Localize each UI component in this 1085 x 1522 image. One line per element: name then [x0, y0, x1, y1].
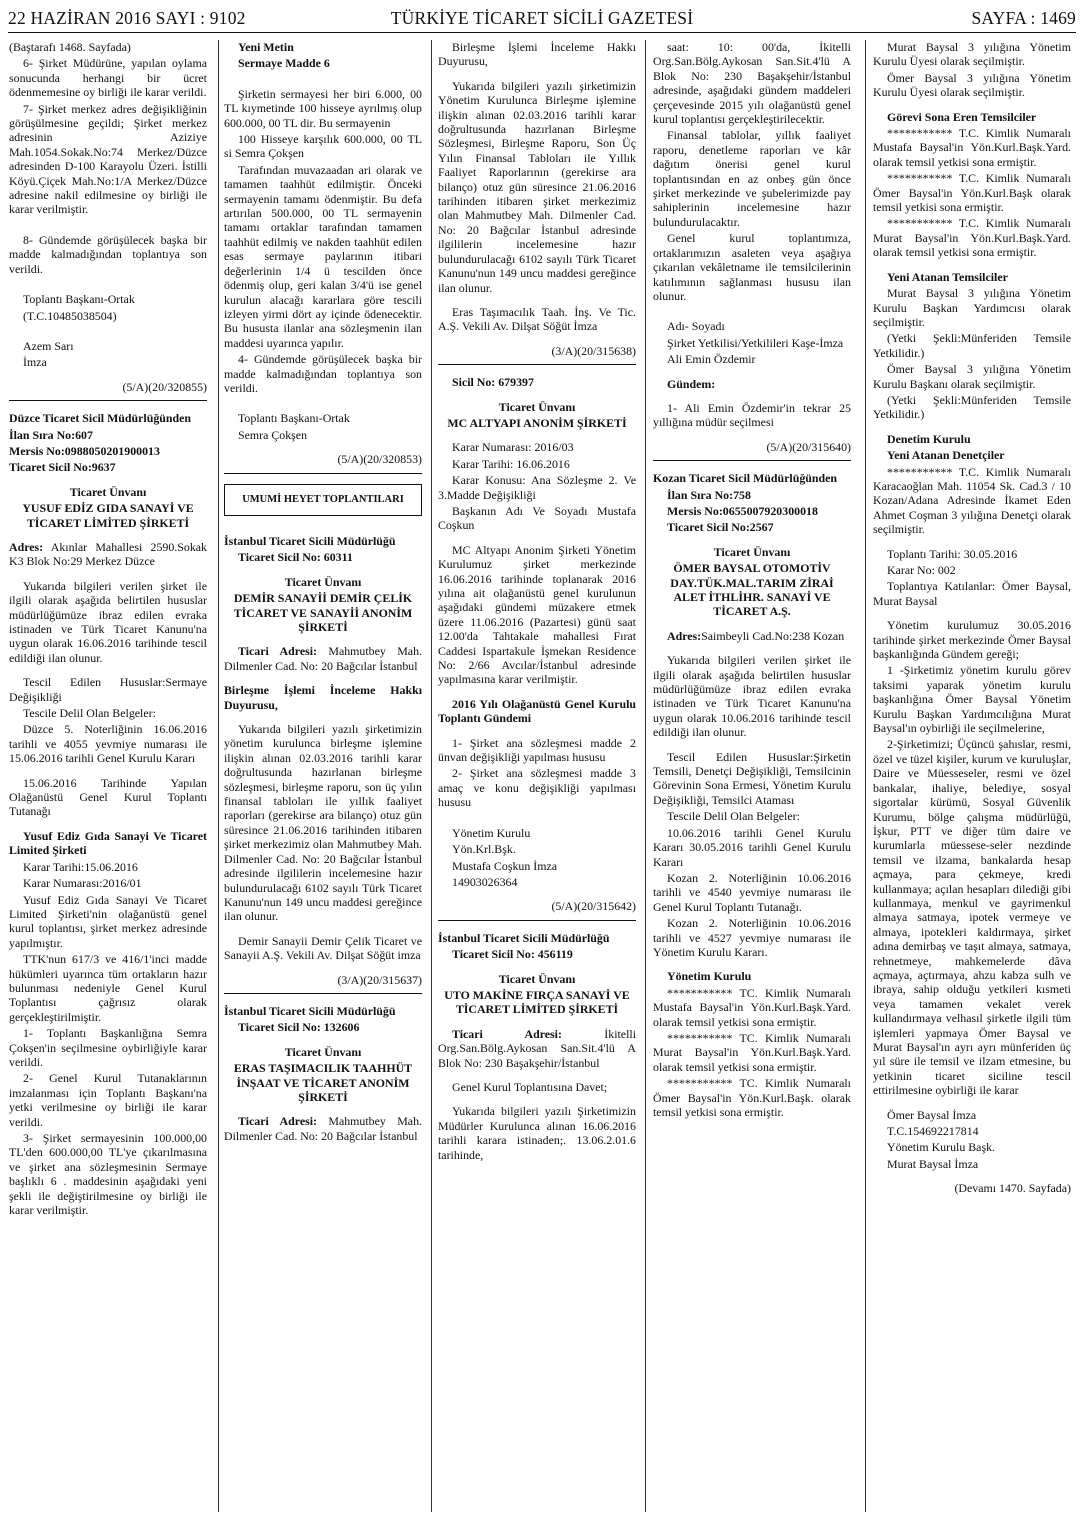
signature-line: Mustafa Coşkun İmza	[452, 858, 558, 873]
trade-name-label: Ticaret Ünvanı	[284, 574, 362, 589]
section-heading: Gündem:	[667, 376, 716, 391]
signature-line: Toplantı Başkanı-Ortak	[23, 292, 135, 307]
signature-line: İmza	[23, 355, 47, 370]
column-3	[438, 40, 636, 1512]
company-name: DEMİR SANAYİİ DEMİR ÇELİK TİCARET VE SANAYİİ ANONİM ŞİRKETİ	[233, 591, 413, 634]
ilan-number: İlan Sıra No:758	[667, 487, 751, 502]
paragraph: *********** T.C. Kimlik Numaralı Ömer Baysal'in Yön.Kurl.Başk olarak temsil yetkisi sona ermiştir.	[873, 171, 1071, 215]
trade-registry-number: Ticaret Sicil No: 456119	[452, 947, 573, 962]
paragraph: 15.06.2016 Tarihinde Yapılan Olağanüstü Genel Kurul Toplantı Tutanağı	[9, 775, 207, 819]
paragraph: 2-Şirketimizi; Üçüncü şahıslar, resmi, özel ve tüzel kişiler, kurum ve kuruluşlar, Daire ve Müesseseler, resmi ve özel bankalar, ihaliye, belediye, sosyal sigortalar kürümü, Sosyal Güvenlik Kurumu, bölge çalışma müdürlüğü, İşkur, PTT ve diğer tüm daire ve kurumlarla müessese-seler nezdinde temsil ve ilzama, bankalarda hesap açmaya, para çekmeye, kredi kullanmaya; açılan hesapları dilediği gibi kullanmaya, menkul ve gayrimenkul almaya satmaya, ipotek vermeye ve almaya, ipotekleri kaldırmaya, şirket adına demirbaş ve taşıt almaya, satmaya, rehnetmeye, mahkemelerde dâva açmaya, açtırmaya, ahzu kabza sulh ve ibraya, sahip olduğu yetkileri kısmeti veya tamamen vekalet verek kullandırmaya velhasıl şirketle ilgili tüm işlemleri yapmaya Ömer Baysal ve Murat Baysal'ın ayrı ayrı münferiden üç yıl süre ile temsil ve ilzam etmesine, bu yetkinin ticaret siciline tescil ettirilmesine oybirliği ile karar	[873, 737, 1071, 1098]
paragraph: (Yetki Şekli:Münferiden Temsile Yetkilidir.)	[873, 331, 1071, 360]
continuation-note: (Baştarafı 1468. Sayfada)	[9, 40, 131, 54]
address-value: İkitelli Org.San.Bölg.Aykosan San.Sit.4'lü A Blok No: 230 Başakşehir/İstanbul	[438, 1026, 636, 1070]
paragraph: Yusuf Ediz Gıda Sanayi Ve Ticaret Limited Şirketi'nin olağanüstü genel kurul toplantısı, şirket merkez adresinde yapılmıştır.	[9, 892, 207, 950]
paragraph: Yukarıda bilgileri yazılı şirketimizin yönetim kurulunca birleşme işlemine ilişkin alınan 02.03.2016 tarihli karar doğrultusunda hazırlanan birleşme sözleşmesi, birleşme raporu, son üç yılın finansal tabloları ile yıllık faaliyet raporları (gerekirse ara bilanço) otuz gün süresince 21.06.2016 tarihinden itibaren şirket merkezimiz olan Mahmutbey Mah. Dilmenler Cad. No: 20 Bağcılar İstanbul adresinde ilgililerin incelemesine hazır bulundurulacağı 6102 sayılı Türk Ticaret Kanunu'nun 149 uncu maddesi gereğince ilan olunur.	[224, 722, 422, 924]
address	[224, 644, 422, 673]
section-heading: Yönetim Kurulu	[667, 969, 752, 984]
paragraph: Yönetim kurulumuz 30.05.2016 tarihinde şirket merkezinde Ömer Baysal başkanlığında Gündem gereği;	[873, 618, 1071, 662]
signature-line: 14903026364	[452, 874, 518, 889]
section-heading: Görevi Sona Eren Temsilciler	[887, 109, 1037, 124]
section-heading: Denetim Kurulu	[887, 431, 971, 446]
agenda-item: 2- Şirket ana sözleşmesi madde 3 amaç ve konu değişikliği yapılması hususu	[438, 766, 636, 810]
trade-name-label: Ticaret Ünvanı	[284, 1044, 362, 1059]
paragraph: TTK'nun 617/3 ve 416/1'inci madde hükümleri uyarınca tüm ortakların hazır bulunması nedeniyle Genel Kurul Toplantısı çağrısız olarak gerçekleştirilmiştir.	[9, 952, 207, 1024]
address-label: Ticari Adresi:	[238, 1114, 317, 1129]
paragraph: Murat Baysal 3 yılığına Yönetim Kurulu Başkan Yardımcısı olarak seçilmiştir.	[873, 286, 1071, 329]
paragraph: Şirketin sermayesi her biri 6.000, 00 TL kıymetinde 100 hisseye ayrılmış olup 600.000, 00 TL dir. Bu sermayenin	[224, 86, 422, 130]
paragraph: Tescil Edilen Hususlar:Sermaye Değişikliği	[9, 675, 207, 704]
paragraph: Yukarıda bilgileri verilen şirket ile ilgili olarak aşağıda belirtilen hususlar müdürlüğümüze ibraz edilen evraka istinaden ve Türk Ticaret Kanunu'na uygun olarak 10.06.2016 tarihinde tescil edildiği ilan olunur.	[653, 653, 851, 740]
section-heading: Birleşme İşlemi İnceleme Hakkı Duyurusu,	[438, 40, 636, 69]
section-rule	[653, 460, 851, 461]
signature-line: Toplantı Başkanı-Ortak	[238, 411, 350, 426]
decision-number: Karar Numarası: 2016/03	[452, 440, 574, 455]
address-label: Ticari Adresi:	[238, 644, 317, 659]
registry-office: Kozan Ticaret Sicil Müdürlüğünden	[653, 471, 838, 486]
ilan-number: İlan Sıra No:607	[9, 427, 93, 442]
paragraph: *********** TC. Kimlik Numaralı Ömer Baysal'in Yön.Kurl.Başk. olarak temsil yetkisi sona ermiştir.	[653, 1076, 851, 1119]
section-banner: UMUMİ HEYET TOPLANTILARI	[224, 484, 422, 516]
paragraph: Düzce 5. Noterliğinin 16.06.2016 tarihli ve 4055 yevmiye numarası ile 15.06.2016 tarihli Genel Kurulu Kararı	[9, 722, 207, 766]
mersis-number: Mersis No:0988050201900013	[9, 443, 160, 458]
paragraph: 2- Genel Kurul Tutanaklarının imzalanması için Toplantı Başkanı'na yetki verilmesine oy birliği ile karar verildi.	[9, 1071, 207, 1129]
signature-line: Azem Sarı	[23, 338, 74, 353]
address	[224, 1114, 422, 1143]
section-heading: Yeni Atanan Denetçiler	[887, 448, 1005, 463]
paragraph: Kozan 2. Noterliğinin 10.06.2016 tarihli ve 4527 yevmiye numarası ile Yönetim Kurulu Kararı.	[653, 916, 851, 959]
paragraph: Ömer Baysal 3 yılığına Yönetim Kurulu Başkanı olarak seçilmiştir.	[873, 362, 1071, 391]
signature-line: Murat Baysal İmza	[887, 1156, 979, 1171]
address	[438, 1027, 636, 1070]
column-4	[653, 40, 851, 1512]
reference-number: (3/A)(20/315637)	[337, 972, 422, 987]
trade-registry-number: Ticaret Sicil No:9637	[9, 460, 116, 475]
reference-number: (5/A)(20/320853)	[337, 452, 422, 467]
company-name: YUSUF EDİZ GIDA SANAYİ VE TİCARET LİMİTED ŞİRKETİ	[22, 501, 194, 530]
paragraph: 10.06.2016 tarihli Genel Kurulu Kararı 30.05.2016 tarihli Genel Kurulu Kararı	[653, 825, 851, 869]
paragraph: 8- Gündemde görüşülecek başka bir madde kalmadığından toplantıya son verildi.	[9, 232, 207, 276]
paragraph: 3- Şirket sermayesinin 100.000,00 TL'den 600.000,00 TL'ye çıkarılmasına ve şirket ana sözleşmesinin Sermaye başlıklı 6 . maddesinin aşağıdaki yeni şekli ile değiştirilmesine oy birliği ile karar verilmiştir.	[9, 1131, 207, 1218]
paragraph: *********** TC. Kimlik Numaralı Murat Baysal'in Yön.Kurl.Başk.Yard. olarak temsil yetkisi sona ermiştir.	[653, 1030, 851, 1074]
trade-registry-number: Ticaret Sicil No:2567	[667, 520, 774, 535]
trade-registry-number: Ticaret Sicil No: 132606	[238, 1020, 360, 1035]
section-rule	[224, 993, 422, 994]
company-name: MC ALTYAPI ANONİM ŞİRKETİ	[447, 415, 627, 430]
agenda-item: 1- Ali Emin Özdemir'in tekrar 25 yıllığına müdür seçilmesi	[653, 400, 851, 430]
decision-date: Karar Tarihi:15.06.2016	[23, 859, 138, 874]
paragraph: Finansal tablolar, yıllık faaliyet raporu, denetleme raporları ve kâr dağıtım önerisi genel kurul toplantısından en az onbeş gün önce şirket merkezinde ve şubelerimizde pay sahiplerinin incelemesine hazır bulundurulacaktır.	[653, 128, 851, 229]
paragraph: 6- Şirket Müdürüne, yapılan oylama sonucunda herhangi bir ücret ödenmemesine oy birliği ile karar verildi.	[9, 56, 207, 100]
reference-number: (5/A)(20/315640)	[766, 439, 851, 454]
company-name: UTO MAKİNE FIRÇA SANAYİ VE TİCARET LİMİTED ŞİRKETİ	[444, 987, 630, 1017]
paragraph: Eras Taşımacılık Taah. İnş. Ve Tic. A.Ş. Vekili Av. Dilşat Söğüt İmza	[438, 304, 636, 334]
decision-date: Karar Tarihi: 16.06.2016	[452, 456, 570, 471]
trade-name-label: Ticaret Ünvanı	[69, 484, 147, 499]
column-5	[873, 40, 1071, 1512]
paragraph: Yukarıda bilgileri yazılı şirketimizin Yönetim Kurulunca Birleşme işlemine ilişkin alınan 02.03.2016 tarihli karar doğrultusunda hazırlanan Birleşme Sözleşmesi, Birleşme Raporu, Son Üç Yılın Finansal Tabloları ile Yıllık Faaliyet Raporlarının (gerekirse ara bilanço) otuz gün süresince 21.06.2016 tarihinden itibaren şirket merkezimiz olan Mahmutbey Mah. Dilmenler Cad. No: 20 Bağcılar İstanbul adresinde ilgililerin incelemesine hazır bulundurulacağı 6102 sayılı Türk Ticaret Kanunu'nun 149 uncu maddesi gereğince ilan olunur.	[438, 78, 636, 295]
signature-line: T.C.154692217814	[887, 1124, 979, 1139]
column-1	[9, 40, 207, 1512]
address	[9, 540, 207, 569]
address-value: Akınlar Mahallesi 2590.Sokak K3 Blok No:29 Merkez Düzce	[9, 539, 207, 569]
agenda-item: 1- Şirket ana sözleşmesi madde 2 ünvan değişikliği yapılması hususu	[438, 735, 636, 765]
mersis-number: Mersis No:0655007920300018	[667, 503, 818, 518]
paragraph: Genel kurul toplantımıza, ortaklarımızın asaleten veya aşağıya çıkarılan vekâletname ile temsilcilerinin katılımının sağlanması hususu ilan olunur.	[653, 231, 851, 303]
column-divider	[865, 40, 866, 1512]
column-divider	[431, 40, 432, 1512]
registry-office: İstanbul Ticaret Sicili Müdürlüğü	[224, 533, 396, 548]
address-label: Adres:	[9, 539, 44, 554]
trade-name-label: Ticaret Ünvanı	[713, 544, 791, 559]
signature-line: Ali Emin Özdemir	[667, 352, 756, 367]
trade-name-label: Ticaret Ünvanı	[498, 971, 576, 986]
signature-line: Ömer Baysal İmza	[887, 1107, 977, 1122]
continued-note: (Devamı 1470. Sayfada)	[954, 1181, 1071, 1196]
paragraph: *********** T.C. Kimlik Numaralı Mustafa Baysal'in Yön.Kurl.Başk.Yard. olarak temsil yetkisi sona ermiştir.	[873, 126, 1071, 169]
paragraph: Tescile Delil Olan Belgeler:	[23, 706, 156, 721]
page-header	[8, 4, 1076, 33]
paragraph: *********** TC. Kimlik Numaralı Mustafa Baysal'in Yön.Kurl.Başk.Yard. olarak temsil yetkisi sona ermiştir.	[653, 985, 851, 1029]
registry-office: Düzce Ticaret Sicil Müdürlüğünden	[9, 411, 192, 426]
signature-line: Semra Çokşen	[238, 427, 308, 442]
paragraph: 4- Gündemde görüşülecek başka bir madde kalmadığından toplantıya son verildi.	[224, 352, 422, 395]
section-rule	[224, 473, 422, 474]
paragraph: Murat Baysal 3 yılığına Yönetim Kurulu Üyesi olarak seçilmiştir.	[873, 40, 1071, 69]
section-rule	[438, 920, 636, 921]
paragraph: *********** T.C. Kimlik Numaralı Karacaoğlan Mah. 11054 Sk. Cad.3 / 10 Kozan/Adana Adresinde İkamet Eden Ahmet Coşman 3 yılığına Denetçi olarak seçilmiştir.	[873, 464, 1071, 537]
column-2	[224, 40, 422, 1512]
section-rule	[9, 400, 207, 401]
address-value: Mahmutbey Mah. Dilmenler Cad. No: 20 Bağcılar İstanbul	[224, 644, 422, 673]
issue-date: 22 HAZİRAN 2016 SAYI : 9102	[8, 8, 246, 28]
paragraph: Yukarıda bilgileri verilen şirket ile ilgili olarak aşağıda belirtilen hususlar müdürlüğümüze ibraz edilen evraka istinaden ve Türk Ticaret Kanunu'na uygun olarak 16.06.2016 tarihinde tescil edildiği ilan olunur.	[9, 578, 207, 665]
paragraph: 1- Toplantı Başkanlığına Semra Çokşen'in seçilmesine oybirliğiyle karar verildi.	[9, 1026, 207, 1069]
paragraph: Tescile Delil Olan Belgeler:	[667, 809, 800, 824]
paragraph: saat: 10: 00'da, İkitelli Org.San.Bölg.Aykosan San.Sit.4'lü A Blok No: 230 Başakşehir/İstanbul adresinde, aşağıdaki gündem maddeleri çerçevesinde 2015 yılı olağanüstü genel kurul toplantısı gerçekleştirilecektir.	[653, 40, 851, 127]
trade-registry-number: Ticaret Sicil No: 60311	[238, 550, 353, 565]
section-heading: Sermaye Madde 6	[238, 56, 330, 71]
column-divider	[645, 40, 646, 1512]
trade-registry-number: Sicil No: 679397	[452, 375, 534, 390]
chairman: Başkanın Adı Ve Soyadı Mustafa Coşkun	[438, 503, 636, 533]
company-subheading: Yusuf Ediz Gıda Sanayi Ve Ticaret Limited Şirketi	[9, 828, 207, 858]
paragraph: Ömer Baysal 3 yılığına Yönetim Kurulu Üyesi olarak seçilmiştir.	[873, 70, 1071, 100]
column-divider	[218, 40, 219, 1512]
signature-line: Yön.Krl.Bşk.	[452, 842, 516, 857]
section-heading: Birleşme İşlemi İnceleme Hakkı Duyurusu,	[224, 683, 422, 712]
section-heading: Genel Kurul Toplantısına Davet;	[452, 1079, 608, 1094]
section-heading: Yeni Atanan Temsilciler	[887, 269, 1008, 284]
paragraph: Kozan 2. Noterliğinin 10.06.2016 tarihli ve 4540 yevmiye numarası ile Genel Kurul Toplantı Tutanağı.	[653, 870, 851, 914]
signature-line: Şirket Yetkilisi/Yetkilileri Kaşe-İmza	[667, 335, 844, 350]
registry-office: İstanbul Ticaret Sicili Müdürlüğü	[438, 930, 610, 945]
reference-number: (5/A)(20/320855)	[122, 379, 207, 394]
company-name: ÖMER BAYSAL OTOMOTİV DAY.TÜK.MAL.TARIM ZİRAİ ALET İTHLİHR. SANAYİ VE TİCARET A.Ş.	[670, 561, 834, 619]
paragraph: (Yetki Şekli:Münferiden Temsile Yetkilidir.)	[873, 392, 1071, 422]
decision-number: Karar Numarası:2016/01	[23, 876, 142, 891]
address-value: Saimbeyli Cad.No:238 Kozan	[701, 628, 845, 643]
gazette-title: TÜRKİYE TİCARET SİCİLİ GAZETESİ	[390, 8, 694, 28]
paragraph: Tescil Edilen Hususlar:Şirketin Temsili, Denetçi Değişikliği, Temsilcinin Görevinin Sona Ermesi, Yönetim Kurulu Değişikliği, Temsilci Ataması	[653, 749, 851, 807]
registry-office: İstanbul Ticaret Sicili Müdürlüğü	[224, 1003, 396, 1018]
paragraph: MC Altyapı Anonim Şirketi Yönetim Kurulumuz şirket merkezinde 16.06.2016 tarihinde toplanarak 2016 yılına ait olağanüstü genel kurulunun aşağıdaki gündemi müzakere etmek üzere 11.06.2016 (Pazartesi) günü saat 12.00'da Tahtakale mahallesi Fırat Caddesi Ispartakule İşmekan Residence No: 2/66 Avcılar/İstanbul adresinde yapılmasına karar verilmiştir.	[438, 542, 636, 687]
paragraph: 1 -Şirketimiz yönetim kurulu görev taksimi yaparak yönetim kurulu başkanlığına Ömer Baysal Yönetim Kurulu Başkan Yardımcılığına Murat Baysal'ın oybirliği ile seçilmelerine,	[873, 663, 1071, 736]
decision-subject: Karar Konusu: Ana Sözleşme 2. Ve 3.Madde Değişikliği	[438, 473, 636, 502]
signature-line: Yönetim Kurulu Başk.	[887, 1140, 995, 1155]
signature-line: (T.C.10485038504)	[23, 308, 117, 323]
paragraph: Demir Sanayii Demir Çelik Ticaret ve Sanayii A.Ş. Vekili Av. Dilşat Söğüt imza	[224, 933, 422, 963]
reference-number: (3/A)(20/315638)	[551, 343, 636, 358]
reference-number: (5/A)(20/315642)	[551, 899, 636, 914]
attendees: Toplantıya Katılanlar: Ömer Baysal, Murat Baysal	[873, 579, 1071, 608]
paragraph: 100 Hisseye karşılık 600.000, 00 TL si Semra Çokşen	[224, 132, 422, 161]
section-rule	[438, 364, 636, 365]
section-heading: 2016 Yılı Olağanüstü Genel Kurulu Toplantı Gündemi	[438, 696, 636, 726]
paragraph: 7- Şirket merkez adres değişikliğinin görüşülmesine geçildi; Şirket merkez adresinin Aziziye Mah.1054.Sokak.No:74 Merkez/Düzce adresinden D-100 Karayolu Üzeri. İstilli Köyü.Çiçek Mah.No:1/A Merkez/Düzce adresine nakil edilmesine oy birliği ile karar verilmiştir.	[9, 101, 207, 217]
signature-line: Yönetim Kurulu	[452, 825, 531, 840]
paragraph: *********** T.C. Kimlik Numaralı Murat Baysal'in Yön.Kurl.Başk.Yard. olarak temsil yetkisi sona ermiştir.	[873, 216, 1071, 260]
paragraph: Yukarıda bilgileri yazılı Şirketimizin Müdürler Kurulunca alınan 16.06.2016 tarihli karara istinaden;. 13.06.2.01.6 tarihinde,	[438, 1104, 636, 1162]
company-name: ERAS TAŞIMACILIK TAAHHÜT İNŞAAT VE TİCARET ANONİM ŞİRKETİ	[233, 1061, 413, 1104]
address-value: Mahmutbey Mah. Dilmenler Cad. No: 20 Bağcılar İstanbul	[224, 1114, 422, 1143]
paragraph: Tarafından muvazaadan ari olarak ve tamamen taahhüt edilmiştir. Önceki sermayenin tamamı ödenmiştir. Bu defa artırılan 500.000, 00 TL sermayenin tamamı ortaklar tarafından tamamen taahhüt edilmiş ve nakden taahhüt edilen esas sermaye paylarının itibari değerlerinin 1/4 ü tescilden önce ödenmiş olup, geri kalan 3/4'ü ise genel kurulun alacağı kararlara göre tescili izleyen yirmi dört ay içinde ödenecektir. Bu hususta ilanlar ana sözleşmenin ilan maddesi uyarınca yapılır.	[224, 162, 422, 350]
address-label: Ticari Adresi:	[452, 1026, 562, 1041]
section-heading: Yeni Metin	[238, 40, 294, 54]
signature-line: Adı- Soyadı	[667, 319, 725, 334]
address	[653, 629, 851, 643]
decision-number: Karar No: 002	[887, 563, 956, 577]
page-number: SAYFA : 1469	[971, 8, 1076, 28]
address-label: Adres:	[667, 628, 702, 643]
meeting-date: Toplantı Tarihi: 30.05.2016	[887, 546, 1018, 561]
trade-name-label: Ticaret Ünvanı	[498, 399, 576, 414]
